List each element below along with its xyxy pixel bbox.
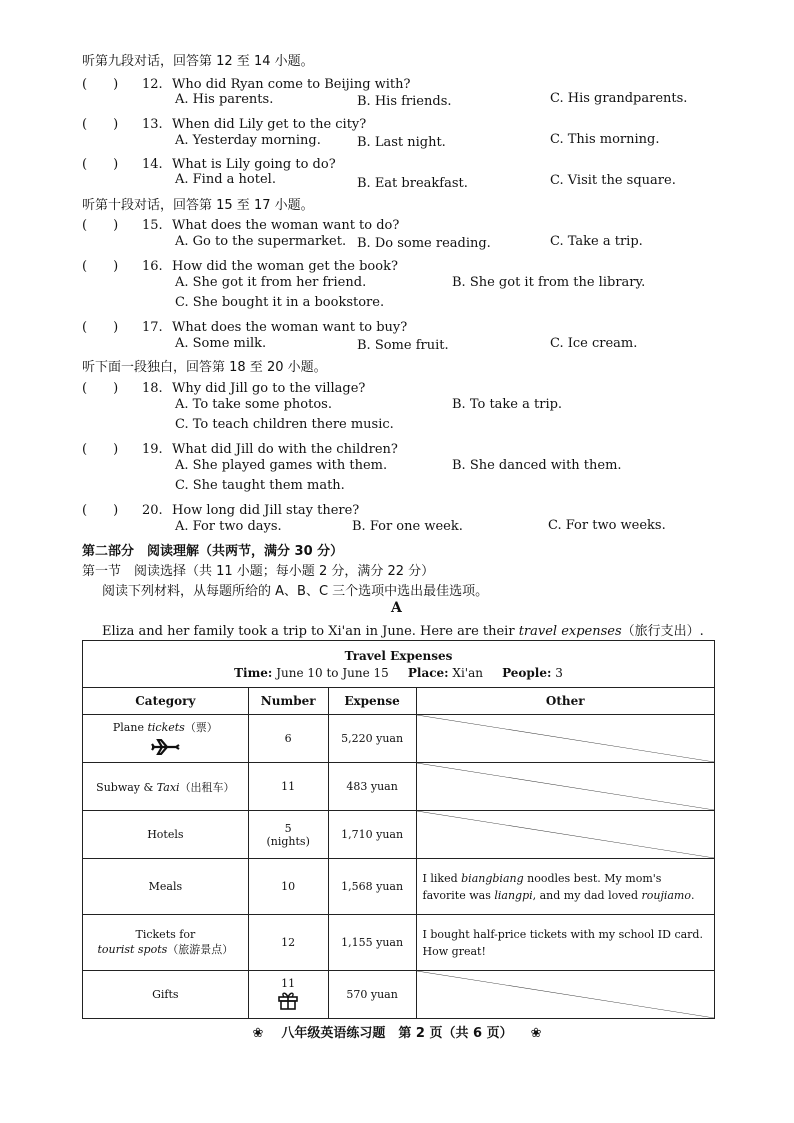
- question-12: ( ) 12. Who did Ryan come to Beijing with?: [82, 73, 411, 92]
- question-17: ( ) 17. What does the woman want to buy?: [82, 316, 407, 335]
- option-b: B. She danced with them.: [452, 458, 622, 473]
- instruction: 阅读下列材料，从每题所给的 A、B、C 三个选项中选出最佳选项。: [102, 584, 489, 599]
- option-a: A. Yesterday morning.: [175, 133, 321, 148]
- other-cell-empty: [416, 763, 714, 811]
- table-subtitle: Time: June 10 to June 15 Place: Xi'an People: 3: [234, 665, 563, 680]
- col-header: Category: [83, 688, 249, 715]
- option-a: A. For two days.: [175, 519, 282, 534]
- table-row: [83, 915, 715, 971]
- table-row: [83, 971, 715, 1019]
- section-heading-9: 听第九段对话，回答第 12 至 14 小题。: [82, 54, 314, 69]
- number-cell: 11: [248, 763, 328, 811]
- option-a: A. Go to the supermarket.: [175, 234, 347, 249]
- other-cell-empty: [416, 811, 714, 859]
- table-title: Travel Expenses: [344, 648, 453, 663]
- expense-cell: 483 yuan: [328, 763, 416, 811]
- col-header: Number: [248, 688, 328, 715]
- option-b: B. For one week.: [352, 519, 463, 534]
- option-c: C. For two weeks.: [548, 518, 666, 533]
- option-c: C. She bought it in a bookstore.: [175, 295, 385, 310]
- option-c: C. To teach children there music.: [175, 417, 394, 432]
- part-heading: 第二部分 阅读理解（共两节，满分 30 分）: [82, 544, 344, 559]
- expense-cell: 1,568 yuan: [328, 859, 416, 915]
- answer-blank[interactable]: ( ): [82, 157, 119, 172]
- question-15: ( ) 15. What does the woman want to do?: [82, 214, 399, 233]
- table-title-row: [83, 641, 715, 688]
- option-b: B. She got it from the library.: [452, 275, 646, 290]
- option-b: B. Do some reading.: [357, 236, 491, 251]
- flower-icon: ❀: [252, 1026, 264, 1041]
- table-header-row: [83, 688, 715, 715]
- answer-blank[interactable]: ( ): [82, 259, 119, 274]
- flower-icon: ❀: [530, 1026, 542, 1041]
- option-a: A. Find a hotel.: [175, 172, 276, 187]
- answer-blank[interactable]: ( ): [82, 381, 119, 396]
- question-18: ( ) 18. Why did Jill go to the village?: [82, 377, 365, 396]
- question-20: ( ) 20. How long did Jill stay there?: [82, 499, 359, 518]
- question-19: ( ) 19. What did Jill do with the children?: [82, 438, 398, 457]
- answer-blank[interactable]: ( ): [82, 77, 119, 92]
- option-a: A. She got it from her friend.: [175, 275, 367, 290]
- number-cell: 12: [248, 915, 328, 971]
- option-c: C. This morning.: [550, 132, 660, 147]
- table-row: [83, 811, 715, 859]
- plane-icon: [83, 739, 248, 758]
- category-cell: Hotels: [83, 811, 249, 859]
- question-14: ( ) 14. What is Lily going to do?: [82, 153, 336, 172]
- category-cell: Tickets for tourist spots（旅游景点）: [83, 915, 249, 971]
- category-cell: Plane tickets（票）: [83, 715, 249, 763]
- table-row: [83, 763, 715, 811]
- option-a: A. Some milk.: [175, 336, 267, 351]
- expense-cell: 1,155 yuan: [328, 915, 416, 971]
- answer-blank[interactable]: ( ): [82, 442, 119, 457]
- col-header: Other: [416, 688, 714, 715]
- travel-expenses-table: [82, 640, 715, 1019]
- passage-intro: Eliza and her family took a trip to Xi'an in June. Here are their travel expenses（旅行支出）.: [102, 624, 704, 639]
- section-heading: 第一节 阅读选择（共 11 小题；每小题 2 分，满分 22 分）: [82, 564, 435, 579]
- number-cell: 6: [248, 715, 328, 763]
- option-b: B. Eat breakfast.: [357, 176, 468, 191]
- category-cell: Gifts: [83, 971, 249, 1019]
- question-16: ( ) 16. How did the woman get the book?: [82, 255, 398, 274]
- page-footer: ❀ 八年级英语练习题 第 2 页（共 6 页） ❀: [252, 1026, 542, 1041]
- expense-cell: 570 yuan: [328, 971, 416, 1019]
- other-cell-empty: [416, 971, 714, 1019]
- option-b: B. Some fruit.: [357, 338, 449, 353]
- other-cell-empty: [416, 715, 714, 763]
- table-row: [83, 715, 715, 763]
- question-13: ( ) 13. When did Lily get to the city?: [82, 113, 366, 132]
- other-cell: I liked biangbiang noodles best. My mom's favorite was liangpi, and my dad loved roujiamo.: [416, 859, 714, 915]
- other-cell: I bought half-price tickets with my school ID card. How great!: [416, 915, 714, 971]
- answer-blank[interactable]: ( ): [82, 117, 119, 132]
- category-cell: Meals: [83, 859, 249, 915]
- option-c: C. Take a trip.: [550, 234, 643, 249]
- option-c: C. His grandparents.: [550, 91, 688, 106]
- option-c: C. Ice cream.: [550, 336, 638, 351]
- category-cell: Subway & Taxi（出租车）: [83, 763, 249, 811]
- answer-blank[interactable]: ( ): [82, 503, 119, 518]
- table-row: [83, 859, 715, 915]
- col-header: Expense: [328, 688, 416, 715]
- expense-cell: 1,710 yuan: [328, 811, 416, 859]
- option-b: B. Last night.: [357, 135, 446, 150]
- number-cell: 5 (nights): [248, 811, 328, 859]
- section-heading-10: 听第十段对话，回答第 15 至 17 小题。: [82, 198, 314, 213]
- option-a: A. His parents.: [175, 92, 274, 107]
- option-b: B. His friends.: [357, 94, 452, 109]
- answer-blank[interactable]: ( ): [82, 218, 119, 233]
- number-cell: 11: [248, 971, 328, 1019]
- answer-blank[interactable]: ( ): [82, 320, 119, 335]
- option-a: A. She played games with them.: [175, 458, 388, 473]
- option-b: B. To take a trip.: [452, 397, 563, 412]
- gift-icon: [249, 990, 328, 1013]
- option-c: C. She taught them math.: [175, 478, 345, 493]
- section-heading-11: 听下面一段独白，回答第 18 至 20 小题。: [82, 360, 327, 375]
- expense-cell: 5,220 yuan: [328, 715, 416, 763]
- option-a: A. To take some photos.: [175, 397, 332, 412]
- option-c: C. Visit the square.: [550, 173, 676, 188]
- passage-letter: A: [391, 600, 402, 616]
- number-cell: 10: [248, 859, 328, 915]
